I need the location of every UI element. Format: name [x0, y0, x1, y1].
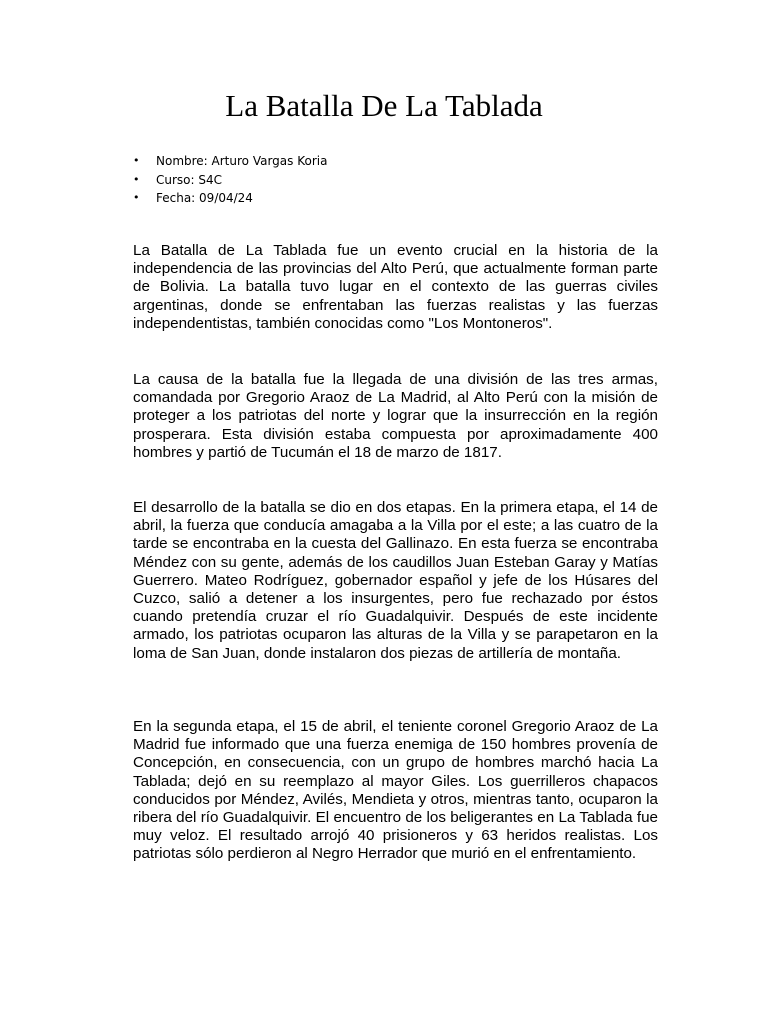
author-info-list	[133, 152, 327, 208]
date-label: Fecha: 09/04/24	[156, 191, 253, 205]
paragraph-development-first-stage: El desarrollo de la batalla se dio en dos etapas. En la primera etapa, el 14 de abril, la fuerza que conducía amagaba a la Villa por el este; a las cuatro de la tarde se encontraba en la cuesta del Gallinazo. En esta fuerza se encontraba Méndez con su gente, además de los caudillos Juan Esteban Garay y Matías Guerrero. Mateo Rodríguez, gobernador español y jefe de los Húsares del Cuzco, salió a detener a los insurgentes, pero fue rechazado por éstos cuando pretendía cruzar el río Guadalquivir. Después de este incidente armado, los patriotas ocuparon las alturas de la Villa y se parapetaron en la loma de San Juan, donde instalaron dos piezas de artillería de montaña.	[133, 499, 658, 662]
bullet-icon: •	[133, 191, 140, 204]
list-item-fecha	[133, 189, 327, 208]
course-label: Curso: S4C	[156, 172, 222, 187]
document-title: La Batalla De La Tablada	[225, 88, 543, 123]
list-item-curso	[133, 171, 327, 190]
paragraph-development-second-stage: En la segunda etapa, el 15 de abril, el teniente coronel Gregorio Araoz de La Madrid fue informado que una fuerza enemiga de 150 hombres provenía de Concepción, en consecuencia, con un grupo de hombres marchó hacia La Tablada; dejó en su reemplazo al mayor Giles. Los guerrilleros chapacos conducidos por Méndez, Avilés, Mendieta y otros, mientras tanto, ocuparon la ribera del río Guadalquivir. El encuentro de los beligerantes en La Tablada fue muy veloz. El resultado arrojó 40 prisioneros y 63 heridos realistas. Los patriotas sólo perdieron al Negro Herrador que murió en el enfrentamiento.	[133, 718, 658, 863]
paragraph-introduction: La Batalla de La Tablada fue un evento crucial en la historia de la independencia de las provincias del Alto Perú, que actualmente forman parte de Bolivia. La batalla tuvo lugar en el contexto de las guerras civiles argentinas, donde se enfrentaban las fuerzas realistas y las fuerzas independentistas, también conocidas como "Los Montoneros".	[133, 242, 658, 332]
bullet-icon: •	[133, 172, 140, 186]
bullet-icon: •	[133, 154, 140, 167]
author-name: Nombre: Arturo Vargas Koria	[156, 154, 328, 168]
paragraph-cause: La causa de la batalla fue la llegada de una división de las tres armas, comandada por Gregorio Araoz de La Madrid, al Alto Perú con la misión de proteger a los patriotas del norte y lograr que la insurrección en la región prosperara. Esta división estaba compuesta por aproximadamente 400 hombres y partió de Tucumán el 18 de marzo de 1817.	[133, 371, 658, 461]
list-item-nombre	[133, 152, 327, 171]
